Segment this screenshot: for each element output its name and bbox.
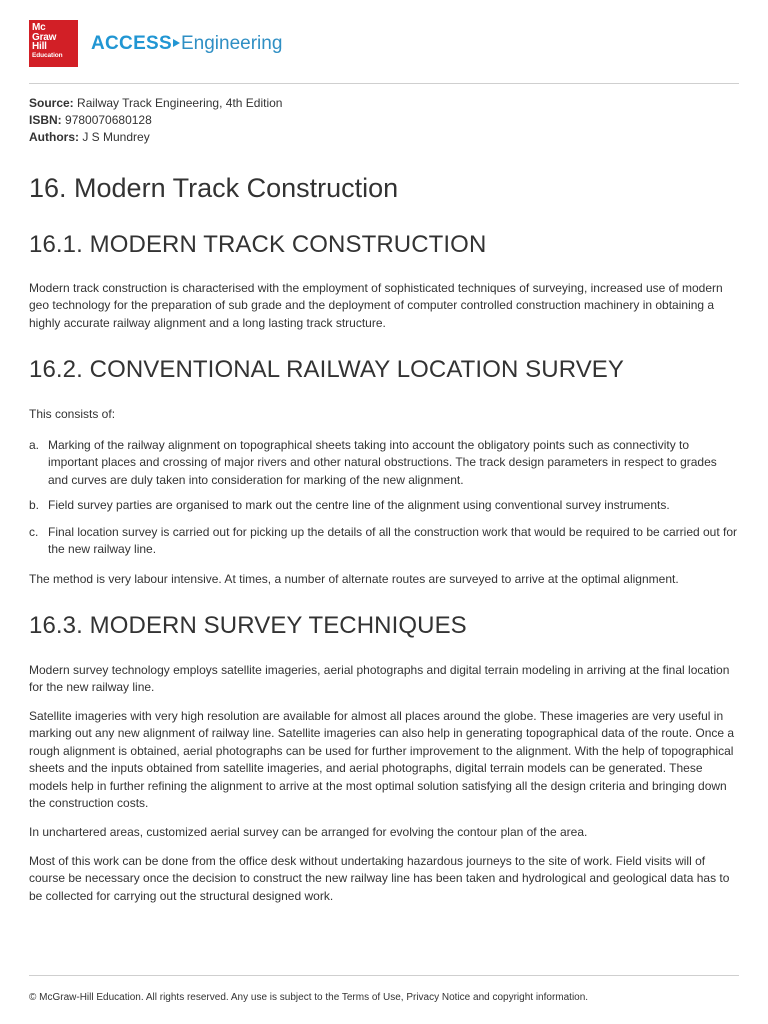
list-item-text: Marking of the railway alignment on topographical sheets taking into account the obligatory points such as connectivity to important places and crossing of major rivers and other natural obstructions. The track design parameters in respect to grades and curves are duly taken into consideration for marking of the new alignment. xyxy=(48,438,717,487)
list-item xyxy=(29,524,739,559)
list-item-text: Field survey parties are organised to mark out the centre line of the alignment using conventional survey instruments. xyxy=(48,498,670,512)
section-heading-16-2: 16.2. CONVENTIONAL RAILWAY LOCATION SURVEY xyxy=(29,356,625,383)
list-item xyxy=(29,497,739,514)
paragraph: Modern track construction is characterised with the employment of sophisticated techniques of surveying, increased use of modern geo technology for the preparation of sub grade and the deployment of computer controlled construction machinery in obtaining a highly accurate railway alignment and a long lasting track structure. xyxy=(29,281,723,330)
list-marker: b. xyxy=(29,498,40,512)
paragraph: Most of this work can be done from the office desk without undertaking hazardous journeys to the site of work. Field visits will of course be necessary once the decision to construct the new railway line has been taken and hydrological and geological data has to be collected for carrying out the structural designed work. xyxy=(29,854,730,903)
isbn-line: ISBN: 9780070680128 xyxy=(29,113,152,127)
access-wordmark: ACCESS xyxy=(91,33,172,54)
copyright-footer: © McGraw-Hill Education. All rights reserved. Any use is subject to the Terms of Use, Privacy Notice and copyright information. xyxy=(29,992,589,1003)
paragraph: This consists of: xyxy=(29,407,116,421)
section-heading-16-3: 16.3. MODERN SURVEY TECHNIQUES xyxy=(29,612,467,639)
list-marker: a. xyxy=(29,438,40,452)
paragraph: In unchartered areas, customized aerial survey can be arranged for evolving the contour plan of the area. xyxy=(29,825,588,839)
mcgraw-hill-logo: Mc Graw Hill Education xyxy=(29,20,78,67)
paragraph: The method is very labour intensive. At times, a number of alternate routes are surveyed to arrive at the optimal alignment. xyxy=(29,572,679,586)
engineering-wordmark: Engineering xyxy=(180,33,283,54)
source-line: Source: Railway Track Engineering, 4th Edition xyxy=(29,96,283,110)
document-page xyxy=(29,0,739,1024)
authors-line: Authors: J S Mundrey xyxy=(29,130,150,144)
page-header xyxy=(29,20,739,67)
paragraph: Satellite imageries with very high resolution are available for almost all places around the globe. These imageries are very useful in marking out any new alignment of railway line. Satellite imageries can also help in generating topographical data of the route. Once a rough alignment is obtained, aerial photographs can be used for further improvement to the alignment. With the help of topographical sheets and the inputs obtained from satellite imageries, and aerial photographs, digital terrain models can be generated. These models help in further refining the alignment to arrive at the most optimal solution satisfying all the design criteria and bringing down the construction costs. xyxy=(29,709,735,811)
paragraph: Modern survey technology employs satellite imageries, aerial photographs and digital terrain modeling in arriving at the final location for the new railway line. xyxy=(29,663,730,695)
list-marker: c. xyxy=(29,525,39,539)
list-item-text: Final location survey is carried out for picking up the details of all the construction work that would be required to be carried out for the new railway line. xyxy=(48,525,738,557)
citation-block xyxy=(29,95,282,146)
footer-divider xyxy=(29,975,739,976)
arrow-icon xyxy=(173,39,180,47)
access-engineering-logo xyxy=(91,32,282,56)
list-item xyxy=(29,437,739,489)
chapter-title: 16. Modern Track Construction xyxy=(29,173,399,203)
section-heading-16-1: 16.1. MODERN TRACK CONSTRUCTION xyxy=(29,231,487,258)
header-divider xyxy=(29,83,739,84)
